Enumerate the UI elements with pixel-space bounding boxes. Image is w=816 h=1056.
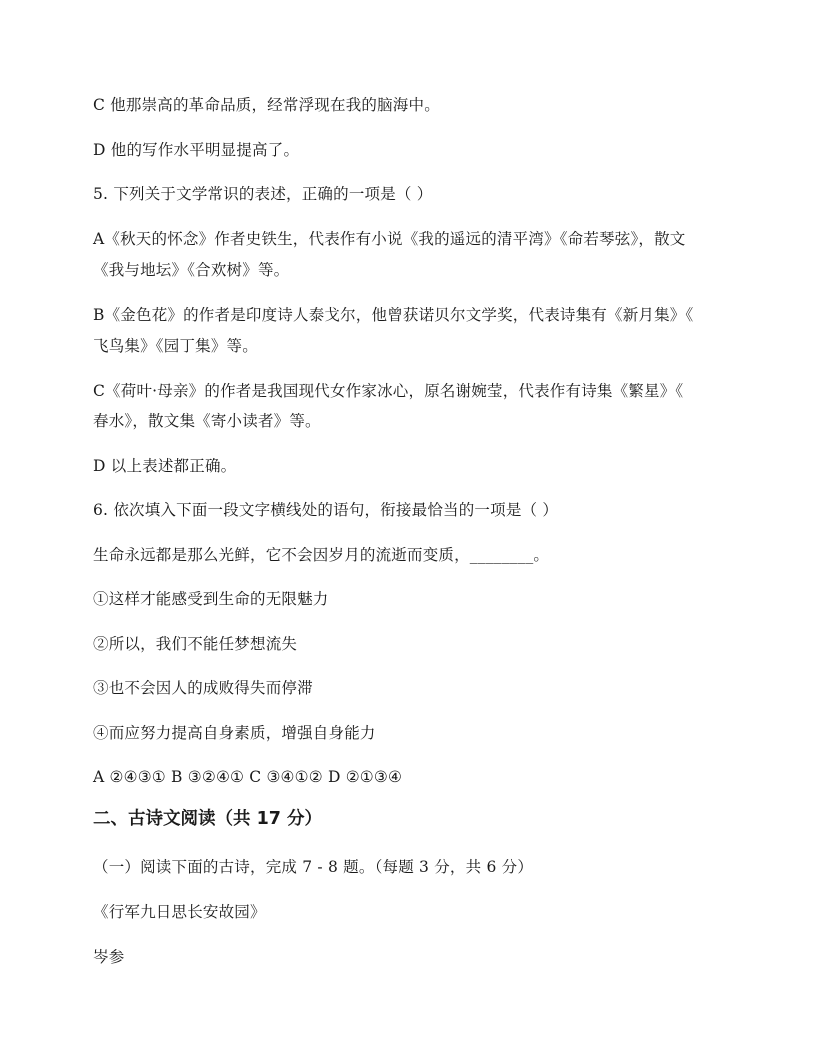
poem-title: 《行军九日思长安故园》 <box>93 903 266 921</box>
q6-sentence-4: ④而应努力提高自身素质，增强自身能力 <box>93 724 376 742</box>
q6-stem: 6. 依次填入下面一段文字横线处的语句，衔接最恰当的一项是（ ） <box>93 501 559 519</box>
q5-option-a-line2: 《我与地坛》《合欢树》等。 <box>93 261 290 279</box>
section-heading: 二、古诗文阅读（共 17 分） <box>93 809 323 829</box>
q5-option-d: D 以上表述都正确。 <box>93 457 237 475</box>
q6-sentence-3: ③也不会因人的成败得失而停滞 <box>93 679 313 697</box>
q6-passage: 生命永远都是那么光鲜，它不会因岁月的流逝而变质，________。 <box>93 546 550 564</box>
sub-section-instruction: （一）阅读下面的古诗，完成 7 - 8 题。（每题 3 分，共 6 分） <box>93 858 534 876</box>
q5-option-b-line2: 飞鸟集》《园丁集》等。 <box>93 337 258 355</box>
poem-author: 岑参 <box>93 948 125 966</box>
q6-sentence-1: ①这样才能感受到生命的无限魅力 <box>93 590 329 608</box>
q6-answer-options: A ②④③① B ③②④① C ③④①② D ②①③④ <box>93 768 403 786</box>
q5-option-a-line1: A《秋天的怀念》作者史铁生，代表作有小说《我的遥远的清平湾》《命若琴弦》，散文 <box>93 230 686 248</box>
q5-stem: 5. 下列关于文学常识的表述，正确的一项是（ ） <box>93 185 433 203</box>
q5-option-b-line1: B《金色花》的作者是印度诗人泰戈尔，他曾获诺贝尔文学奖，代表诗集有《新月集》《 <box>93 306 694 324</box>
q4-option-d: D 他的写作水平明显提高了。 <box>93 141 300 159</box>
q5-option-c-line1: C《荷叶·母亲》的作者是我国现代女作家冰心，原名谢婉莹，代表作有诗集《繁星》《 <box>93 382 684 400</box>
q6-sentence-2: ②所以，我们不能任梦想流失 <box>93 635 298 653</box>
q4-option-c: C 他那崇高的革命品质，经常浮现在我的脑海中。 <box>93 96 440 114</box>
q5-option-c-line2: 春水》，散文集《寄小读者》等。 <box>93 412 321 430</box>
